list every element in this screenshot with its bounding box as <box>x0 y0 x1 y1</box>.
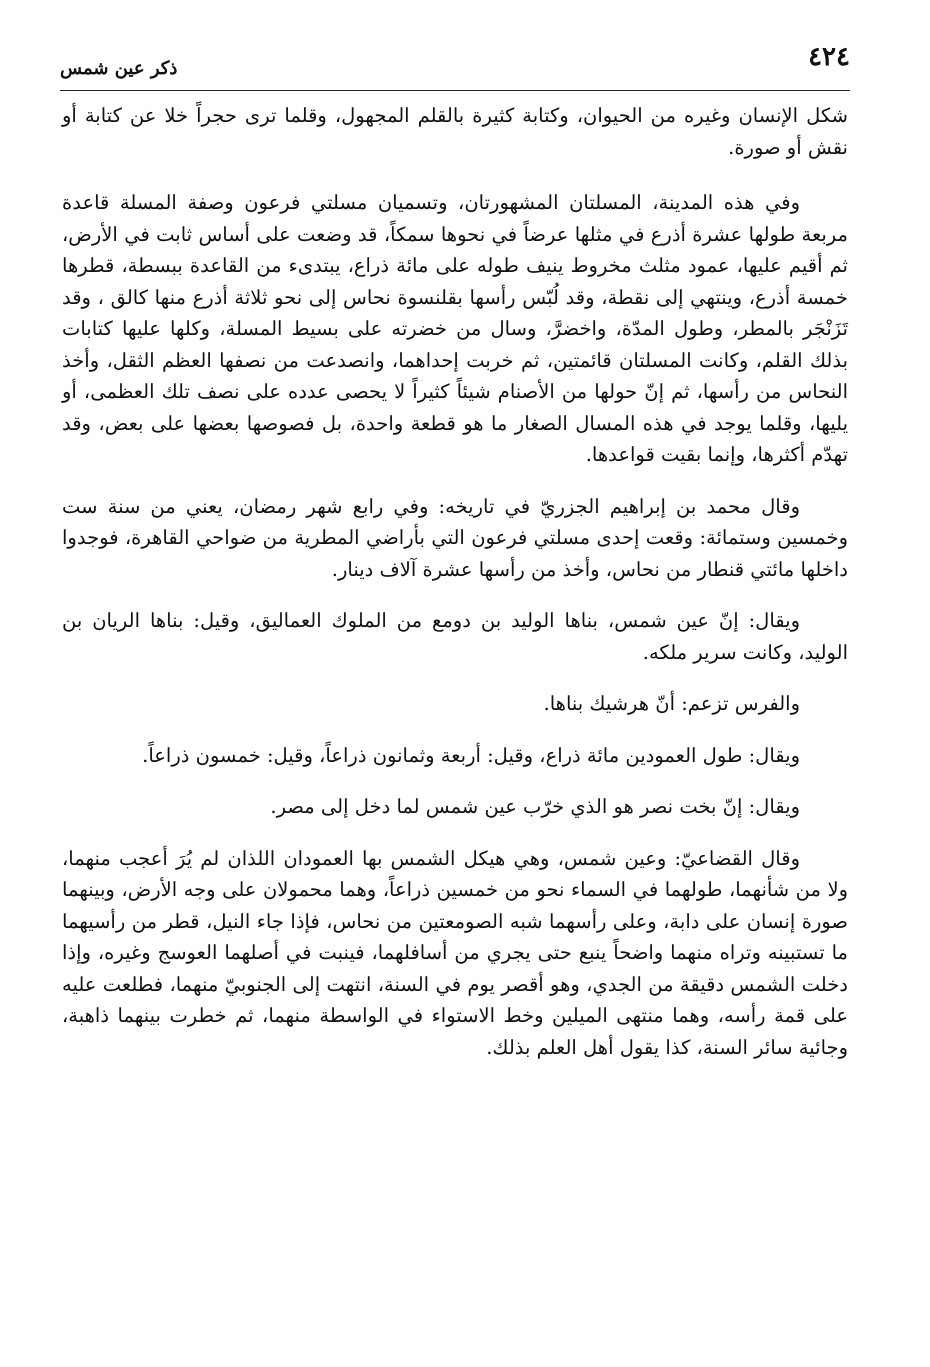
running-title: ذكر عين شمس <box>60 58 178 79</box>
header-divider <box>60 90 850 91</box>
paragraph-continuation: شكل الإنسان وغيره من الحيوان، وكتابة كثيرة بالقلم المجهول، وقلما ترى حجراً خلا عن كتابة أو نقش أو صورة. <box>62 104 848 159</box>
body-text <box>62 100 848 1083</box>
paragraph-qudai: وقال القضاعيّ: وعين شمس، وهي هيكل الشمس بها العمودان اللذان لم يُرَ أعجب منهما، ولا من شأنهما، طولهما في السماء نحو من خمسين ذراعاً، وهما محمولان على وجه الأرض، وبينهما صورة إنسان على دابة، وعلى رأسهما شبه الصومعتين من نحاس، فإذا جاء النيل، قطر من رأسيهما ما تستبينه وتراه منهما واضحاً ينبع حتى يجري من أسافلهما، فينبت في أصلهما العوسج وغيره، وإذا دخلت الشمس دقيقة من الجدي، وهو أقصر يوم في السنة، انتهت إلى الجنوبيّ منهما، فطلعت عليه على قمة رأسه، وهما منتهى الميلين وخط الاستواء في الواسطة منهما، ثم خطرت بينهما ذاهبة، وجائية سائر السنة، كذا يقول أهل العلم بذلك. <box>62 846 848 1059</box>
paragraph-height: ويقال: طول العمودين مائة ذراع، وقيل: أربعة وثمانون ذراعاً، وقيل: خمسون ذراعاً. <box>142 743 800 767</box>
page-number: ٤٢٤ <box>808 42 850 72</box>
paragraph-builder: ويقال: إنّ عين شمس، بناها الوليد بن دومع من الملوك العماليق، وقيل: بناها الريان بن الوليد، وكانت سرير ملكه. <box>62 609 848 664</box>
paragraph-persians: والفرس تزعم: أنّ هرشيك بناها. <box>543 692 800 715</box>
paragraph-jazari: وقال محمد بن إبراهيم الجزريّ في تاريخه: وفي رابع شهر رمضان، يعني من سنة ست وخمسين وستمائة: وقعت إحدى مسلتي فرعون التي بأراضي المطرية من ضواحي القاهرة، فوجدوا داخلها مائتي قنطار من نحاس، وأخذ من رأسها عشرة آلاف دينار. <box>62 494 848 581</box>
paragraph-nebuchadnezzar: ويقال: إنّ بخت نصر هو الذي خرّب عين شمس لما دخل إلى مصر. <box>270 795 800 818</box>
page-header <box>60 40 850 90</box>
paragraph-obelisks: وفي هذه المدينة، المسلتان المشهورتان، وتسميان مسلتي فرعون وصفة المسلة قاعدة مربعة طولها عشرة أذرع في مثلها عرضاً في نحوها سمكاً، قد وضعت على أساس ثابت في الأرض، ثم أقيم عليها، عمود مثلث مخروط ينيف طوله على مائة ذراع، يبتدىء من القاعدة ببسطة، قطرها خمسة أذرع، وينتهي إلى نقطة، وقد لُبّس رأسها بقلنسوة نحاس إلى نحو ثلاثة أذرع منها كالق ، وقد تَزَنْجَر بالمطر، وطول المدّة، واخضرَّ، وسال من خضرته على بسيط المسلة، وكلها عليها كتابات بذلك القلم، وكانت المسلتان قائمتين، ثم خربت إحداهما، وانصدعت من نصفها العظم الثقل، وأخذ النحاس من رأسها، ثم إنّ حولها من الأصنام شيئاً كثيراً لا يحصى عدده على نصف تلك العظمى، أو يليها، وقلما يوجد في هذه المسال الصغار ما هو قطعة واحدة، بل فصوصها بعضها على بعض، وقد تهدّم أكثرها، وإنما بقيت قواعدها. <box>62 191 848 466</box>
